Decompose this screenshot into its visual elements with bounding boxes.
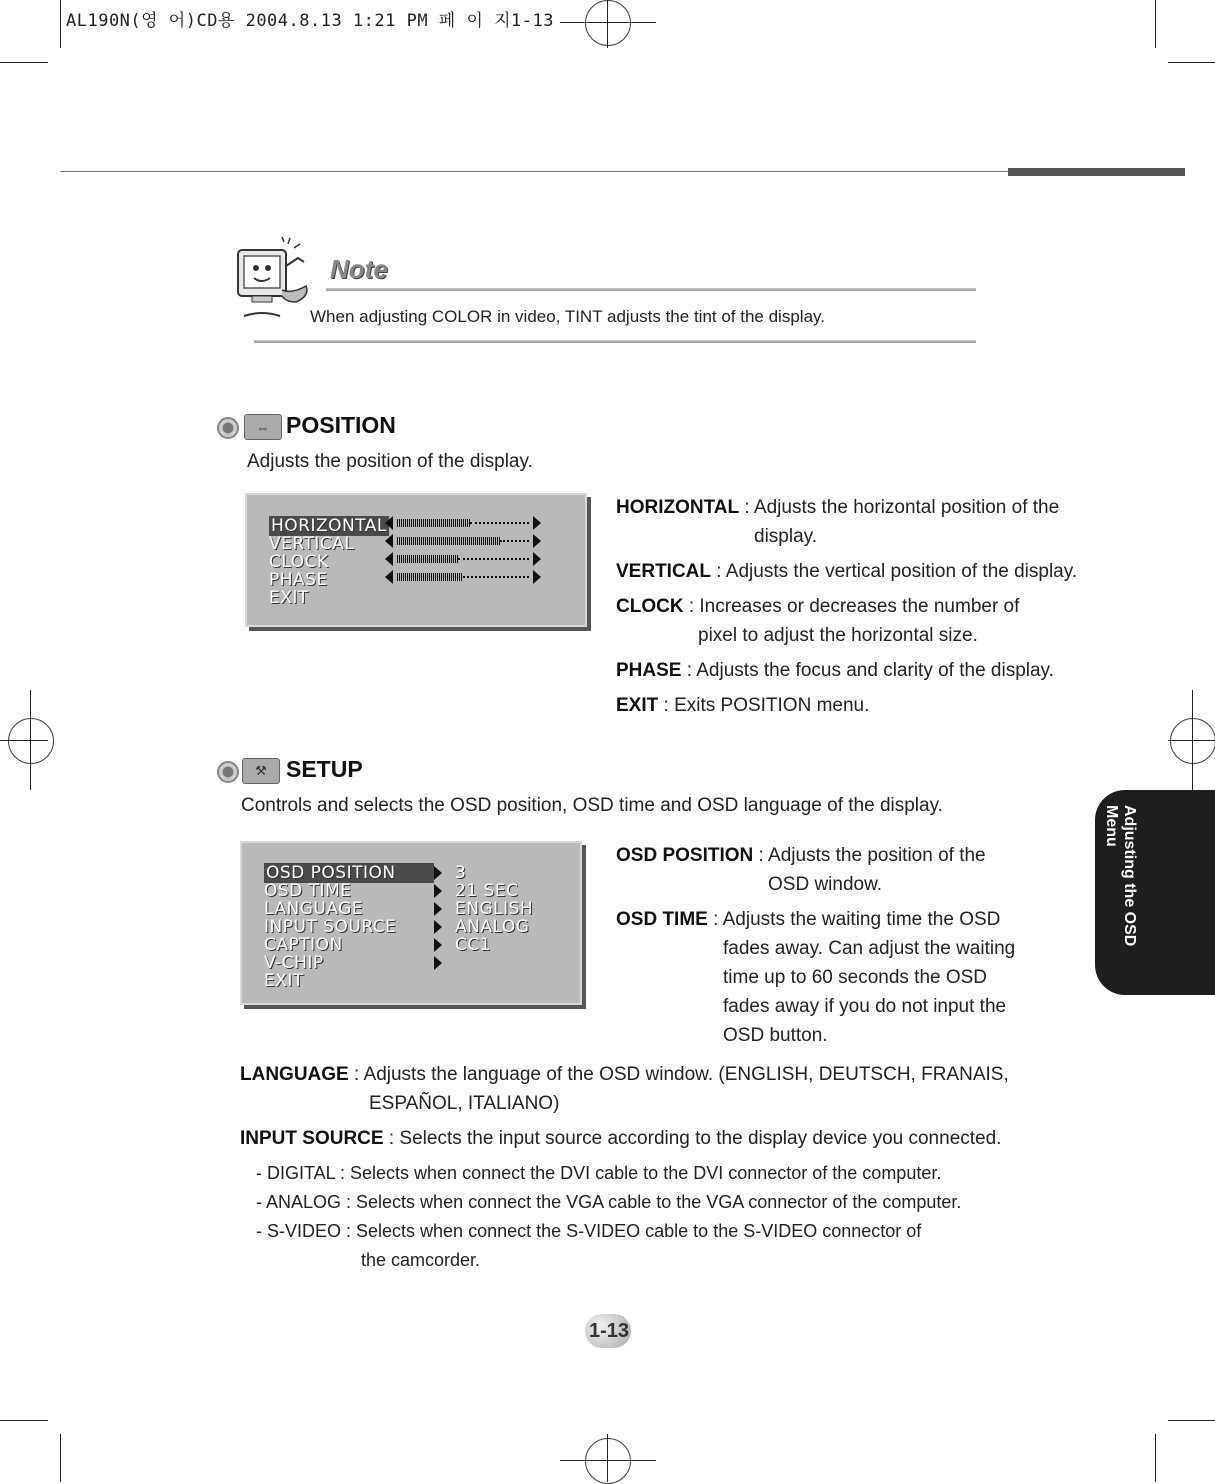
crop-mark: [1155, 1434, 1156, 1482]
setup-osd-time: [616, 905, 1015, 1050]
slider-fill: [397, 555, 458, 563]
position-intro: Adjusts the position of the display.: [247, 451, 533, 472]
registration-mark: [585, 0, 631, 46]
item-text: pixel to adjust the horizontal size.: [698, 625, 978, 646]
slider-right-arrow-icon: [533, 534, 541, 548]
registration-line: [560, 22, 656, 23]
item-text: time up to 60 seconds the OSD: [723, 967, 988, 988]
setup-title: SETUP: [286, 756, 363, 782]
slider-right-arrow-icon: [533, 516, 541, 530]
source-list: [256, 1159, 961, 1275]
chapter-tab-label: Adjusting the OSD Menu: [1103, 805, 1138, 947]
crop-mark: [0, 62, 48, 63]
item-text: : Exits POSITION menu.: [658, 695, 870, 716]
osd-row: LANGUAGE: [264, 899, 364, 919]
position-phase: [616, 656, 1054, 685]
position-title: POSITION: [286, 412, 396, 438]
source-analog: - ANALOG : Selects when connect the VGA cable to the VGA connector of the computer.: [256, 1192, 962, 1212]
crop-mark: [60, 0, 61, 48]
osd-row: PHASE: [269, 570, 328, 590]
item-text: display.: [754, 526, 818, 547]
item-text: : Adjusts the vertical position of the display.: [711, 561, 1078, 582]
item-label: HORIZONTAL: [616, 497, 740, 518]
top-rule: [60, 171, 1010, 172]
osd-row: VERTICAL: [269, 534, 355, 554]
crop-mark: [1168, 62, 1215, 63]
osd-row: OSD TIME: [264, 881, 352, 901]
osd-row: HORIZONTAL: [271, 516, 387, 536]
osd-value: ENGLISH: [455, 899, 534, 919]
print-header: AL190N(영 어)CD용 2004.8.13 1:21 PM 페 이 지1-13: [66, 11, 554, 31]
slider-track: [470, 522, 529, 524]
slider-left-arrow-icon: [385, 516, 393, 530]
position-exit: [616, 691, 869, 720]
section-bullet-icon: [217, 761, 239, 783]
osd-row: EXIT: [269, 588, 309, 608]
note-box: [230, 232, 980, 347]
crop-mark: [0, 1420, 48, 1421]
item-text: fades away. Can adjust the waiting: [723, 938, 1016, 959]
item-text: : Adjusts the horizontal position of the: [739, 497, 1060, 518]
slider-fill: [397, 537, 500, 545]
osd-arrow-icon: [434, 938, 442, 952]
item-label: OSD TIME: [616, 909, 708, 930]
crop-mark: [60, 1434, 61, 1482]
osd-row: INPUT SOURCE: [264, 917, 397, 937]
setup-osd-screen: [240, 841, 582, 1005]
osd-row: CAPTION: [264, 935, 343, 955]
slider-track: [458, 558, 529, 560]
section-bullet-icon: [217, 417, 239, 439]
item-text: : Increases or decreases the number of: [683, 596, 1020, 617]
item-text: ESPAÑOL, ITALIANO): [369, 1093, 560, 1114]
registration-line: [0, 740, 48, 741]
registration-line: [560, 1460, 656, 1461]
position-vertical: [616, 557, 1077, 586]
item-label: OSD POSITION: [616, 845, 754, 866]
osd-row: CLOCK: [269, 552, 329, 572]
osd-value: 3: [455, 863, 467, 883]
osd-arrow-icon: [434, 866, 442, 880]
slider-right-arrow-icon: [533, 570, 541, 584]
registration-line: [30, 690, 31, 790]
item-text: : Adjusts the focus and clarity of the display.: [681, 660, 1054, 681]
osd-row: V-CHIP: [264, 953, 324, 973]
crop-mark: [1168, 1420, 1215, 1421]
page-number: 1-13: [589, 1320, 630, 1342]
note-rule-bottom: [254, 340, 976, 343]
note-title: Note: [330, 254, 388, 284]
osd-value: ANALOG: [455, 917, 530, 937]
source-svideo: - S-VIDEO : Selects when connect the S-VIDEO cable to the S-VIDEO connector of: [256, 1221, 922, 1241]
item-text: : Adjusts the position of the: [753, 845, 986, 866]
slider-fill: [397, 519, 470, 527]
osd-arrow-icon: [434, 956, 442, 970]
position-icon: ⇔: [244, 414, 282, 440]
monitor-mascot-icon: [232, 236, 314, 328]
slider-left-arrow-icon: [385, 570, 393, 584]
source-svideo-cont: the camcorder.: [361, 1250, 481, 1270]
item-label: CLOCK: [616, 596, 684, 617]
osd-row: OSD POSITION: [264, 864, 434, 882]
slider-right-arrow-icon: [533, 552, 541, 566]
top-rule-accent: [1008, 168, 1185, 176]
item-text: : Selects the input source according to the display device you connected.: [383, 1128, 1002, 1149]
osd-arrow-icon: [434, 920, 442, 934]
setup-intro: Controls and selects the OSD position, OSD time and OSD language of the display.: [241, 795, 943, 816]
crop-mark: [1155, 0, 1156, 48]
item-text: fades away if you do not input the: [723, 996, 1007, 1017]
registration-line: [607, 1434, 608, 1482]
registration-line: [607, 0, 608, 48]
osd-arrow-icon: [434, 884, 442, 898]
setup-language: [240, 1060, 1009, 1118]
item-label: LANGUAGE: [240, 1064, 349, 1085]
position-horizontal: [616, 493, 1059, 551]
item-label: PHASE: [616, 660, 682, 681]
source-digital: - DIGITAL : Selects when connect the DVI cable to the DVI connector of the computer.: [256, 1163, 942, 1183]
slider-track: [463, 576, 529, 578]
registration-line: [1192, 690, 1193, 790]
slider-fill: [397, 573, 463, 581]
slider-track: [500, 540, 529, 542]
position-osd-screen: [245, 493, 587, 627]
note-rule-top: [326, 288, 976, 291]
osd-value: 21 SEC: [455, 881, 519, 901]
registration-mark: [8, 718, 54, 764]
slider-left-arrow-icon: [385, 534, 393, 548]
registration-mark: [585, 1438, 631, 1484]
item-label: INPUT SOURCE: [240, 1128, 384, 1149]
item-label: EXIT: [616, 695, 659, 716]
item-label: VERTICAL: [616, 561, 711, 582]
setup-input-source: [240, 1124, 1001, 1153]
item-text: : Adjusts the waiting time the OSD: [707, 909, 1001, 930]
item-text: : Adjusts the language of the OSD window. (ENGLISH, DEUTSCH, FRANAIS,: [348, 1064, 1009, 1085]
slider-left-arrow-icon: [385, 552, 393, 566]
osd-value: CC1: [455, 935, 492, 955]
setup-tools-icon: ⚒: [242, 758, 280, 784]
position-clock: [616, 592, 1019, 650]
osd-row: EXIT: [264, 971, 304, 991]
item-text: OSD window.: [768, 874, 883, 895]
note-text: When adjusting COLOR in video, TINT adjusts the tint of the display.: [310, 307, 825, 326]
setup-osd-position: [616, 841, 986, 899]
osd-arrow-icon: [434, 902, 442, 916]
item-text: OSD button.: [723, 1025, 828, 1046]
